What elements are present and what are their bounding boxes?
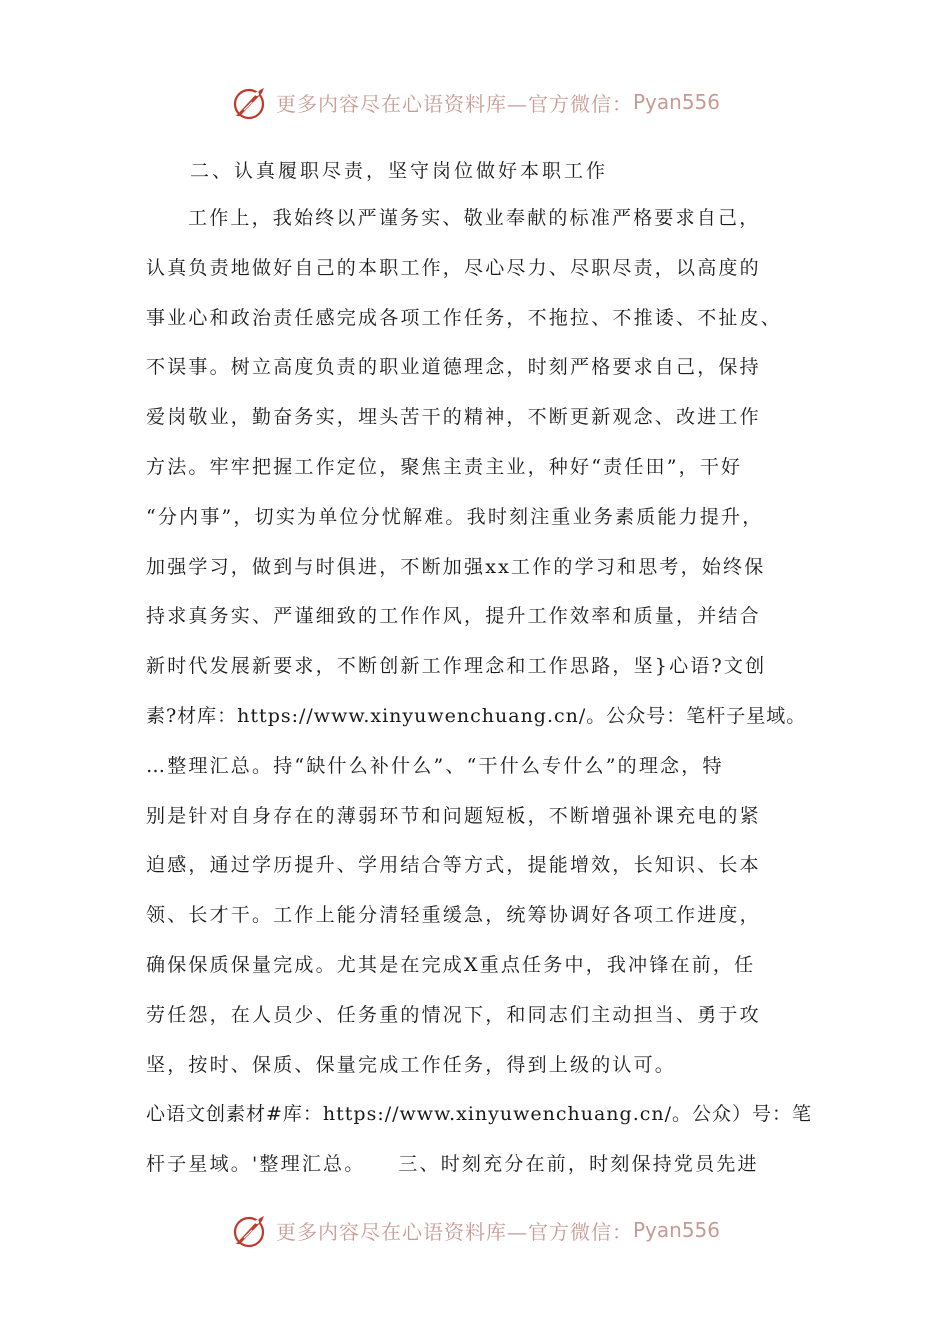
paragraph-line: 别是针对自身存在的薄弱环节和问题短板，不断增强补课充电的紧 xyxy=(146,804,761,827)
paragraph-line: 领、长才干。工作上能分清轻重缓急，统筹协调好各项工作进度， xyxy=(146,904,761,927)
paragraph-line: 持求真务实、严谨细致的工作作风，提升工作效率和质量，并结合 xyxy=(146,605,761,628)
paragraph-line: 爱岗敬业，勤奋务实，埋头苦干的精神，不断更新观念、改进工作 xyxy=(146,406,761,429)
paragraph-line: 杆子星域。'整理汇总。 三、时刻充分在前，时刻保持党员先进 xyxy=(146,1153,759,1176)
paragraph-line: 素?材库：https://www.xinyuwenchuang.cn/。公众号：笔杆子星域。 xyxy=(146,704,807,727)
document-body xyxy=(146,148,816,1190)
banner-wechat-id: Pyan556 xyxy=(632,90,720,114)
banner-text: 更多内容尽在心语资料库—官方微信： xyxy=(275,91,633,116)
paragraph-line: …整理汇总。持“缺什么补什么”、“干什么专什么”的理念，特 xyxy=(146,754,724,777)
paragraph-line: 加强学习，做到与时俱进，不断加强xx工作的学习和思考，始终保 xyxy=(146,555,766,578)
footer-banner xyxy=(0,1208,950,1252)
paragraph-line: 不误事。树立高度负责的职业道德理念，时刻严格要求自己，保持 xyxy=(146,356,761,379)
paragraph-line: 方法。牢牢把握工作定位，聚焦主责主业，种好“责任田”，干好 xyxy=(146,455,743,478)
section-heading: 二、认真履职尽责，坚守岗位做好本职工作 xyxy=(190,160,609,182)
quill-logo-icon xyxy=(230,1210,270,1250)
paragraph-line: 坚，按时、保质、保量完成工作任务，得到上级的认可。 xyxy=(146,1053,677,1076)
quill-logo-icon xyxy=(230,82,270,122)
banner-text: 更多内容尽在心语资料库—官方微信： xyxy=(275,1219,633,1244)
paragraph-line: 心语文创素材#库：https://www.xinyuwenchuang.cn/。公众）号：笔 xyxy=(146,1103,813,1126)
paragraph-line: 工作上，我始终以严谨务实、敬业奉献的标准严格要求自己， xyxy=(188,207,761,229)
header-banner xyxy=(0,80,950,124)
paragraph-line: 迫感，通过学历提升、学用结合等方式，提能增效，长知识、长本 xyxy=(146,854,761,877)
paragraph-line: “分内事”，切实为单位分忧解难。我时刻注重业务素质能力提升， xyxy=(146,505,764,528)
paragraph-line: 新时代发展新要求，不断创新工作理念和工作思路，坚}心语?文创 xyxy=(146,655,767,678)
paragraph-line: 确保保质保量完成。尤其是在完成X重点任务中，我冲锋在前，任 xyxy=(146,953,756,976)
paragraph-line: 事业心和政治责任感完成各项工作任务，不拖拉、不推诿、不扯皮、 xyxy=(146,306,783,329)
paragraph-line: 认真负责地做好自己的本职工作，尽心尽力、尽职尽责，以高度的 xyxy=(146,256,761,279)
banner-wechat-id: Pyan556 xyxy=(632,1218,720,1242)
paragraph-line: 劳任怨，在人员少、任务重的情况下，和同志们主动担当、勇于攻 xyxy=(146,1003,761,1026)
